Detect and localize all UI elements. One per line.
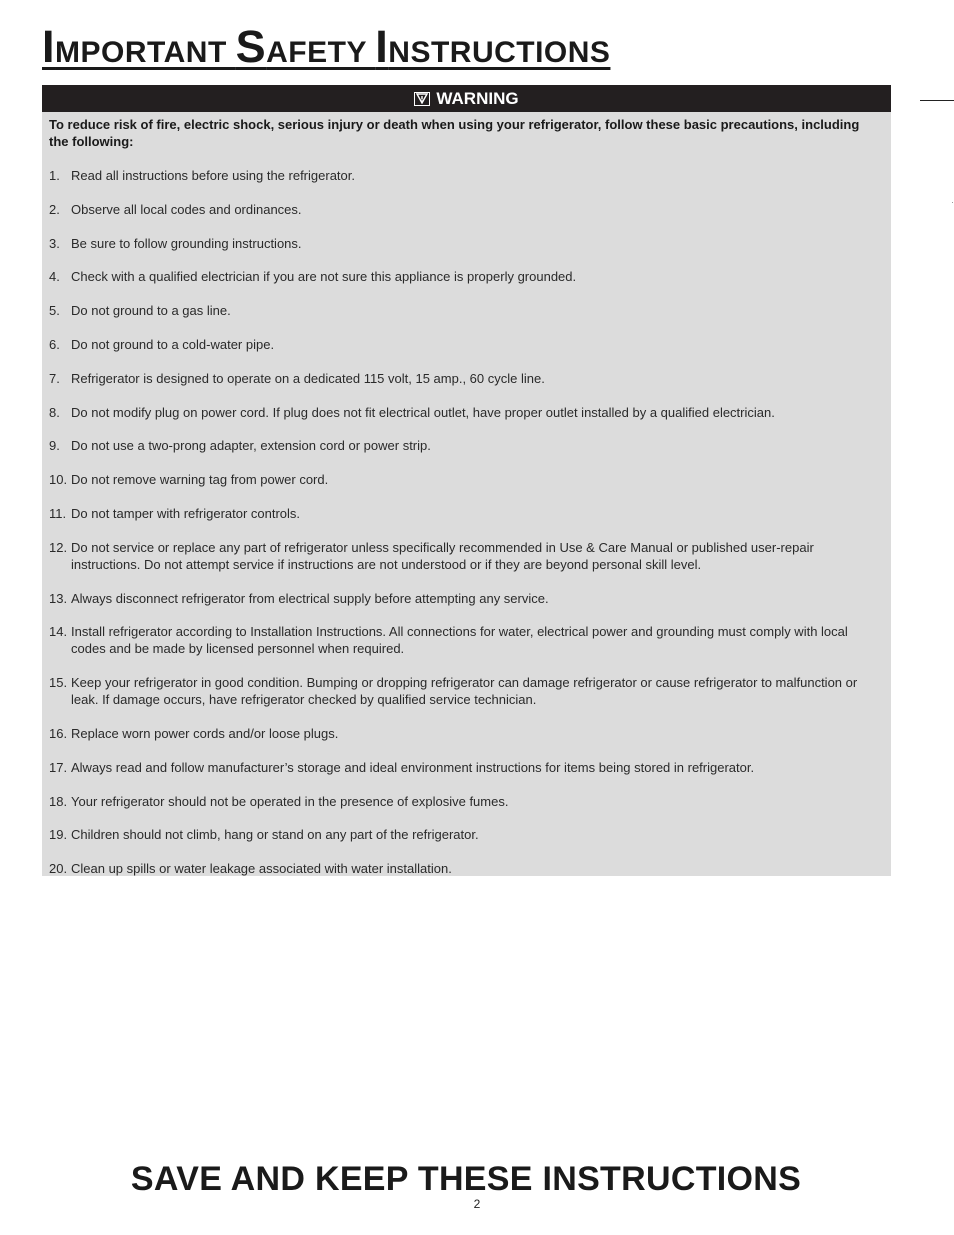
list-item <box>49 505 876 522</box>
page-title <box>42 20 610 74</box>
list-item-text: Keep your refrigerator in good condition. Bumping or dropping refrigerator can damage refrigerator or cause refrigerator to malfunction or leak. If damage occurs, have refrigerator checked by qualified service technician. <box>71 675 858 708</box>
list-item-number: 2. <box>49 201 60 217</box>
list-item-number: 12. <box>49 539 68 555</box>
warning-body <box>42 112 891 877</box>
margin-mark <box>952 202 953 203</box>
warning-intro: To reduce risk of fire, electric shock, serious injury or death when using your refrigerator, follow these basic precautions, including the following: <box>49 117 860 149</box>
list-item-number: 3. <box>49 235 60 251</box>
save-instructions-heading: SAVE AND KEEP THESE INSTRUCTIONS <box>130 1160 802 1198</box>
title-rest-2: AFETY <box>266 36 376 69</box>
title-rest-3: NSTRUCTIONS <box>388 36 611 69</box>
list-item <box>49 623 876 657</box>
list-item <box>49 336 876 353</box>
list-item <box>49 302 876 319</box>
list-item-text: Do not use a two-prong adapter, extension cord or power strip. <box>71 438 431 454</box>
warning-box <box>42 85 891 876</box>
list-item <box>49 539 876 573</box>
title-rest-1: MPORTANT <box>55 36 236 69</box>
list-item <box>49 370 876 387</box>
list-item <box>49 725 876 742</box>
list-item-text: Do not service or replace any part of refrigerator unless specifically recommended in Use & Care Manual or published user-repair instructions. Do not attempt service if instructions are not understood or if they are beyond personal skill level. <box>71 539 814 572</box>
list-item <box>49 759 876 776</box>
list-item <box>49 826 876 843</box>
list-item <box>49 404 876 421</box>
list-item-number: 20. <box>49 861 68 877</box>
list-item-text: Check with a qualified electrician if you are not sure this appliance is properly grounded. <box>71 269 577 285</box>
warning-label: WARNING <box>436 88 519 108</box>
list-item-text: Your refrigerator should not be operated in the presence of explosive fumes. <box>71 793 509 809</box>
list-item-text: Do not tamper with refrigerator controls. <box>71 505 301 521</box>
list-item-text: Do not modify plug on power cord. If plug does not fit electrical outlet, have proper outlet installed by a qualified electrician. <box>71 404 775 420</box>
title-cap-3: I <box>375 21 389 72</box>
list-item-number: 1. <box>49 168 60 183</box>
list-item <box>49 437 876 454</box>
warning-triangle-icon <box>414 92 430 106</box>
margin-rule <box>920 100 954 101</box>
list-item <box>49 471 876 488</box>
list-item-text: Clean up spills or water leakage associated with water installation. <box>71 861 452 877</box>
list-item-text: Do not ground to a gas line. <box>71 303 231 319</box>
list-item-text: Do not ground to a cold-water pipe. <box>71 336 275 352</box>
title-cap-2: S <box>235 21 267 72</box>
list-item-text: Install refrigerator according to Installation Instructions. All connections for water, electrical power and grounding must comply with local codes and be made by licensed personnel when required. <box>71 624 848 657</box>
list-item <box>49 167 876 184</box>
list-item-number: 17. <box>49 759 68 775</box>
list-item-text: Observe all local codes and ordinances. <box>71 201 302 217</box>
list-item-text: Replace worn power cords and/or loose plugs. <box>71 725 339 741</box>
list-item-text: Be sure to follow grounding instructions. <box>71 235 302 251</box>
list-item-number: 13. <box>49 590 68 606</box>
list-item <box>49 268 876 285</box>
list-item-number: 10. <box>49 472 68 488</box>
list-item-text: Read all instructions before using the refrigerator. <box>71 168 355 183</box>
list-item-number: 15. <box>49 675 68 691</box>
list-item-number: 9. <box>49 438 60 454</box>
list-item-text: Always disconnect refrigerator from electrical supply before attempting any service. <box>71 590 549 606</box>
list-item-number: 19. <box>49 827 68 843</box>
list-item <box>49 201 876 218</box>
list-item-number: 18. <box>49 793 68 809</box>
list-item <box>49 590 876 607</box>
list-item <box>49 674 876 708</box>
list-item-number: 11. <box>49 505 67 521</box>
precautions-list <box>49 167 876 877</box>
list-item-number: 5. <box>49 303 60 319</box>
list-item-number: 8. <box>49 404 60 420</box>
list-item-number: 4. <box>49 269 60 285</box>
list-item-text: Children should not climb, hang or stand on any part of the refrigerator. <box>71 827 479 843</box>
list-item-text: Do not remove warning tag from power cord. <box>71 472 329 488</box>
list-item <box>49 860 876 877</box>
list-item-number: 16. <box>49 725 68 741</box>
list-item-number: 6. <box>49 336 60 352</box>
list-item-number: 14. <box>49 624 68 640</box>
title-cap-1: I <box>42 21 56 72</box>
list-item <box>49 793 876 810</box>
warning-header <box>42 85 891 112</box>
list-item-text: Refrigerator is designed to operate on a dedicated 115 volt, 15 amp., 60 cycle line. <box>71 370 545 386</box>
list-item <box>49 235 876 252</box>
list-item-text: Always read and follow manufacturer’s storage and ideal environment instructions for items being stored in refrigerator. <box>71 759 755 775</box>
list-item-number: 7. <box>49 370 60 386</box>
page-number: 2 <box>473 1197 481 1211</box>
